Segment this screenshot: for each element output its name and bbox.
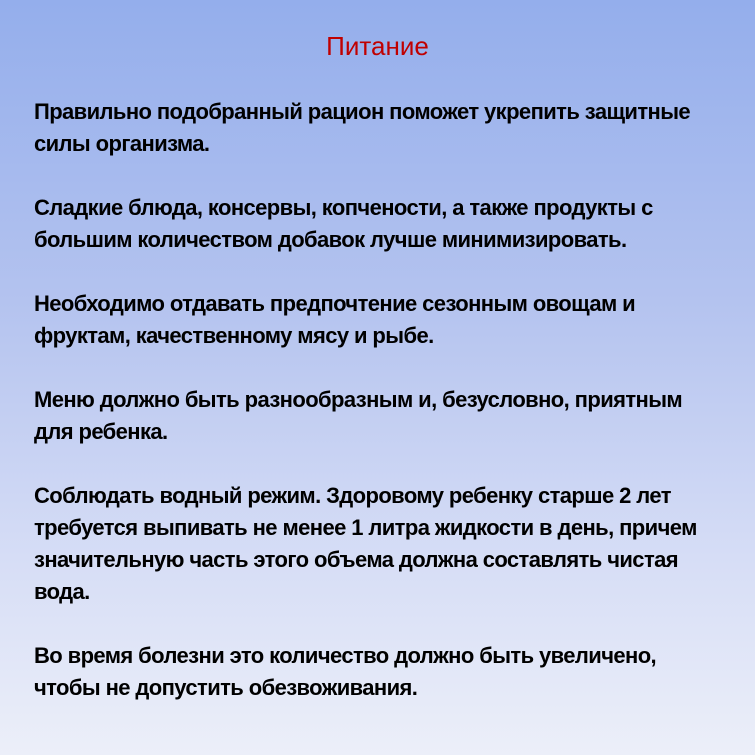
paragraph-diet: Правильно подобранный рацион поможет укрепить защитные силы организма.: [34, 99, 691, 156]
paragraph-illness: Во время болезни это количество должно быть увеличено, чтобы не допустить обезвоживания.: [34, 643, 657, 700]
slide-title: Питание: [326, 31, 429, 61]
slide-content: [34, 96, 724, 704]
paragraph-water-regime: Соблюдать водный режим. Здоровому ребенку старше 2 лет требуется выпивать не менее 1 литра жидкости в день, причем значительную часть этого объема должна составлять чистая вода.: [34, 483, 697, 604]
paragraph-minimize-foods: Сладкие блюда, консервы, копчености, а также продукты с большим количеством добавок лучше минимизировать.: [34, 195, 653, 252]
paragraph-menu-variety: Меню должно быть разнообразным и, безусловно, приятным для ребенка.: [34, 387, 683, 444]
paragraph-preferred-foods: Необходимо отдавать предпочтение сезонным овощам и фруктам, качественному мясу и рыбе.: [34, 291, 636, 348]
